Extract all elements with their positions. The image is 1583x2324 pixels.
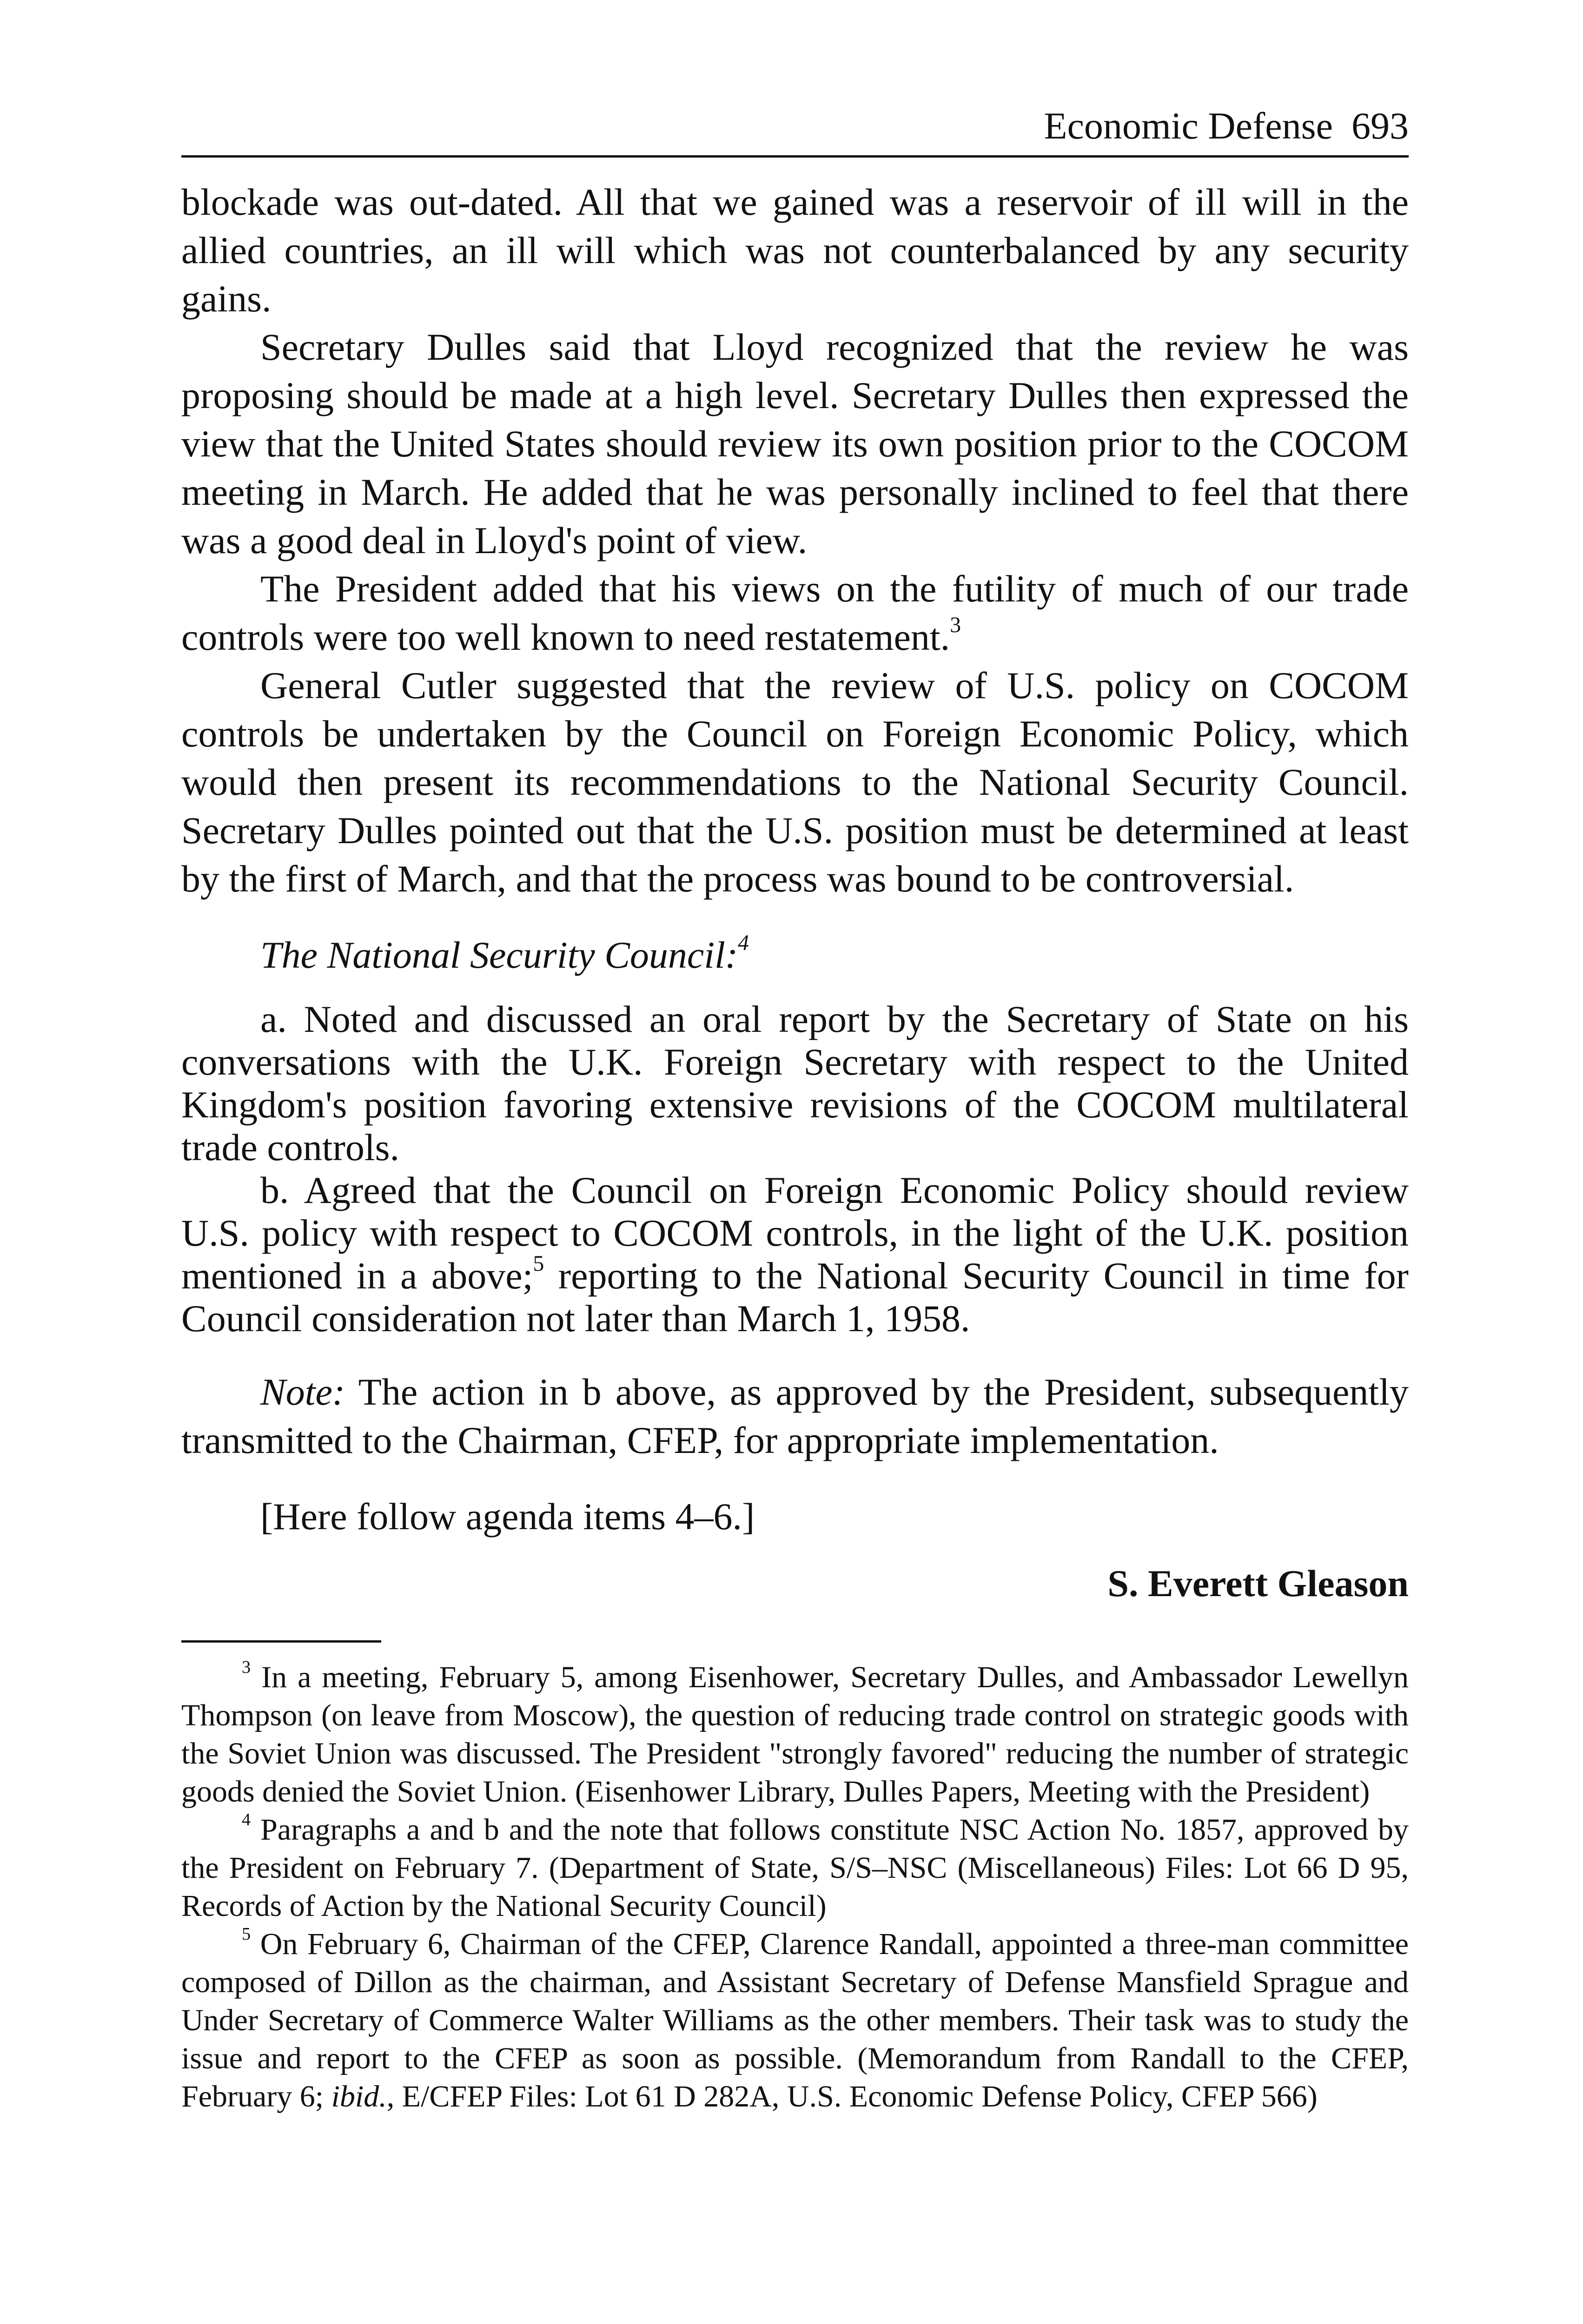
editorial-bracket-note: [Here follow agenda items 4–6.] (260, 1495, 755, 1538)
note-text: The action in b above, as approved by the President, subsequently transmitted to the Chairman, CFEP, for appropriate implementation. (181, 1371, 1409, 1461)
action-a (181, 998, 1409, 1169)
note-label: Note: (260, 1371, 345, 1413)
footnote-4 (181, 1811, 1409, 1925)
footnote-number: 3 (242, 1657, 251, 1677)
action-b (181, 1169, 1409, 1340)
paragraph-text: blockade was out-dated. All that we gained was a reservoir of ill will in the allied countries, an ill will which was not counterbalanced by any security gains. (181, 181, 1409, 320)
paragraph-text: Secretary Dulles said that Lloyd recognized that the review he was proposing should be made at a high level. Secretary Dulles then expressed the view that the United States should review its own position prior to the COCOM meeting in March. He added that he was personally inclined to feel that there was a good deal in Lloyd's point of view. (181, 326, 1409, 561)
body-text (181, 178, 1409, 903)
footnote-number: 5 (242, 1924, 251, 1944)
footnote-marker-5: 5 (533, 1252, 544, 1276)
nsc-actions (181, 998, 1409, 1340)
footnote-5 (181, 1925, 1409, 2116)
footnote-number: 4 (242, 1810, 251, 1830)
note-block (181, 1368, 1409, 1465)
footnote-text: Paragraphs a and b and the note that follows constitute NSC Action No. 1857, approved by the President on February 7. (Department of State, S/S–NSC (Miscellaneous) Files: Lot 66 D 95, Records of Action by the National Security Council) (181, 1813, 1409, 1923)
nsc-heading (181, 931, 1409, 979)
footnote-ibid: ibid. (331, 2080, 387, 2113)
footnote-text: In a meeting, February 5, among Eisenhower, Secretary Dulles, and Ambassador Lewellyn Thompson (on leave from Moscow), the question of reducing trade control on strategic goods with the Soviet Union was discussed. The President "strongly favored" reducing the number of strategic goods denied the Soviet Union. (Eisenhower Library, Dulles Papers, Meeting with the President) (181, 1660, 1409, 1809)
footnote-divider (181, 1640, 381, 1643)
running-head (181, 107, 1409, 158)
action-b-text-continued: reporting to the National Security Council in time for Council consideration not later than March 1, 1958. (181, 1254, 1409, 1340)
paragraph-continuation (181, 178, 1409, 323)
footnote-3 (181, 1658, 1409, 1811)
paragraph-text: The President added that his views on the futility of much of our trade controls were too well known to need restatement. (181, 568, 1409, 658)
action-b-text: b. Agreed that the Council on Foreign Economic Policy should review U.S. policy with respect to COCOM controls, in the light of the U.K. position mentioned in a above; (181, 1169, 1409, 1297)
signature: S. Everett Gleason (1107, 1562, 1409, 1604)
footnotes (181, 1658, 1409, 2116)
paragraph-president (181, 565, 1409, 661)
footnote-marker-4: 4 (738, 931, 749, 956)
paragraph-text: General Cutler suggested that the review of U.S. policy on COCOM controls be undertaken by the Council on Foreign Economic Policy, which would then present its recommendations to the National Security Council. Secretary Dulles pointed out that the U.S. position must be determined at least by the first of March, and that the process was bound to be controversial. (181, 664, 1409, 900)
footnote-marker-3: 3 (950, 613, 961, 638)
nsc-heading-text: The National Security Council: (260, 934, 738, 976)
running-head-title: Economic Defense (1044, 105, 1333, 147)
page-content (181, 107, 1409, 2116)
action-a-text: a. Noted and discussed an oral report by the Secretary of State on his conversations with the U.K. Foreign Secretary with respect to the United Kingdom's position favoring extensive revisions of the COCOM multilateral trade controls. (181, 998, 1409, 1169)
page-number: 693 (1351, 105, 1409, 147)
note-paragraph (181, 1368, 1409, 1465)
footnote-text-continued: , E/CFEP Files: Lot 61 D 282A, U.S. Economic Defense Policy, CFEP 566) (386, 2080, 1318, 2113)
paragraph-dulles (181, 323, 1409, 565)
footnote-text: On February 6, Chairman of the CFEP, Clarence Randall, appointed a three-man committee composed of Dillon as the chairman, and Assistant Secretary of Defense Mansfield Sprague and Under Secretary of Commerce Walter Williams as the other members. Their task was to study the issue and report to the CFEP as soon as possible. (Memorandum from Randall to the CFEP, February 6; (181, 1927, 1409, 2113)
paragraph-cutler (181, 661, 1409, 903)
